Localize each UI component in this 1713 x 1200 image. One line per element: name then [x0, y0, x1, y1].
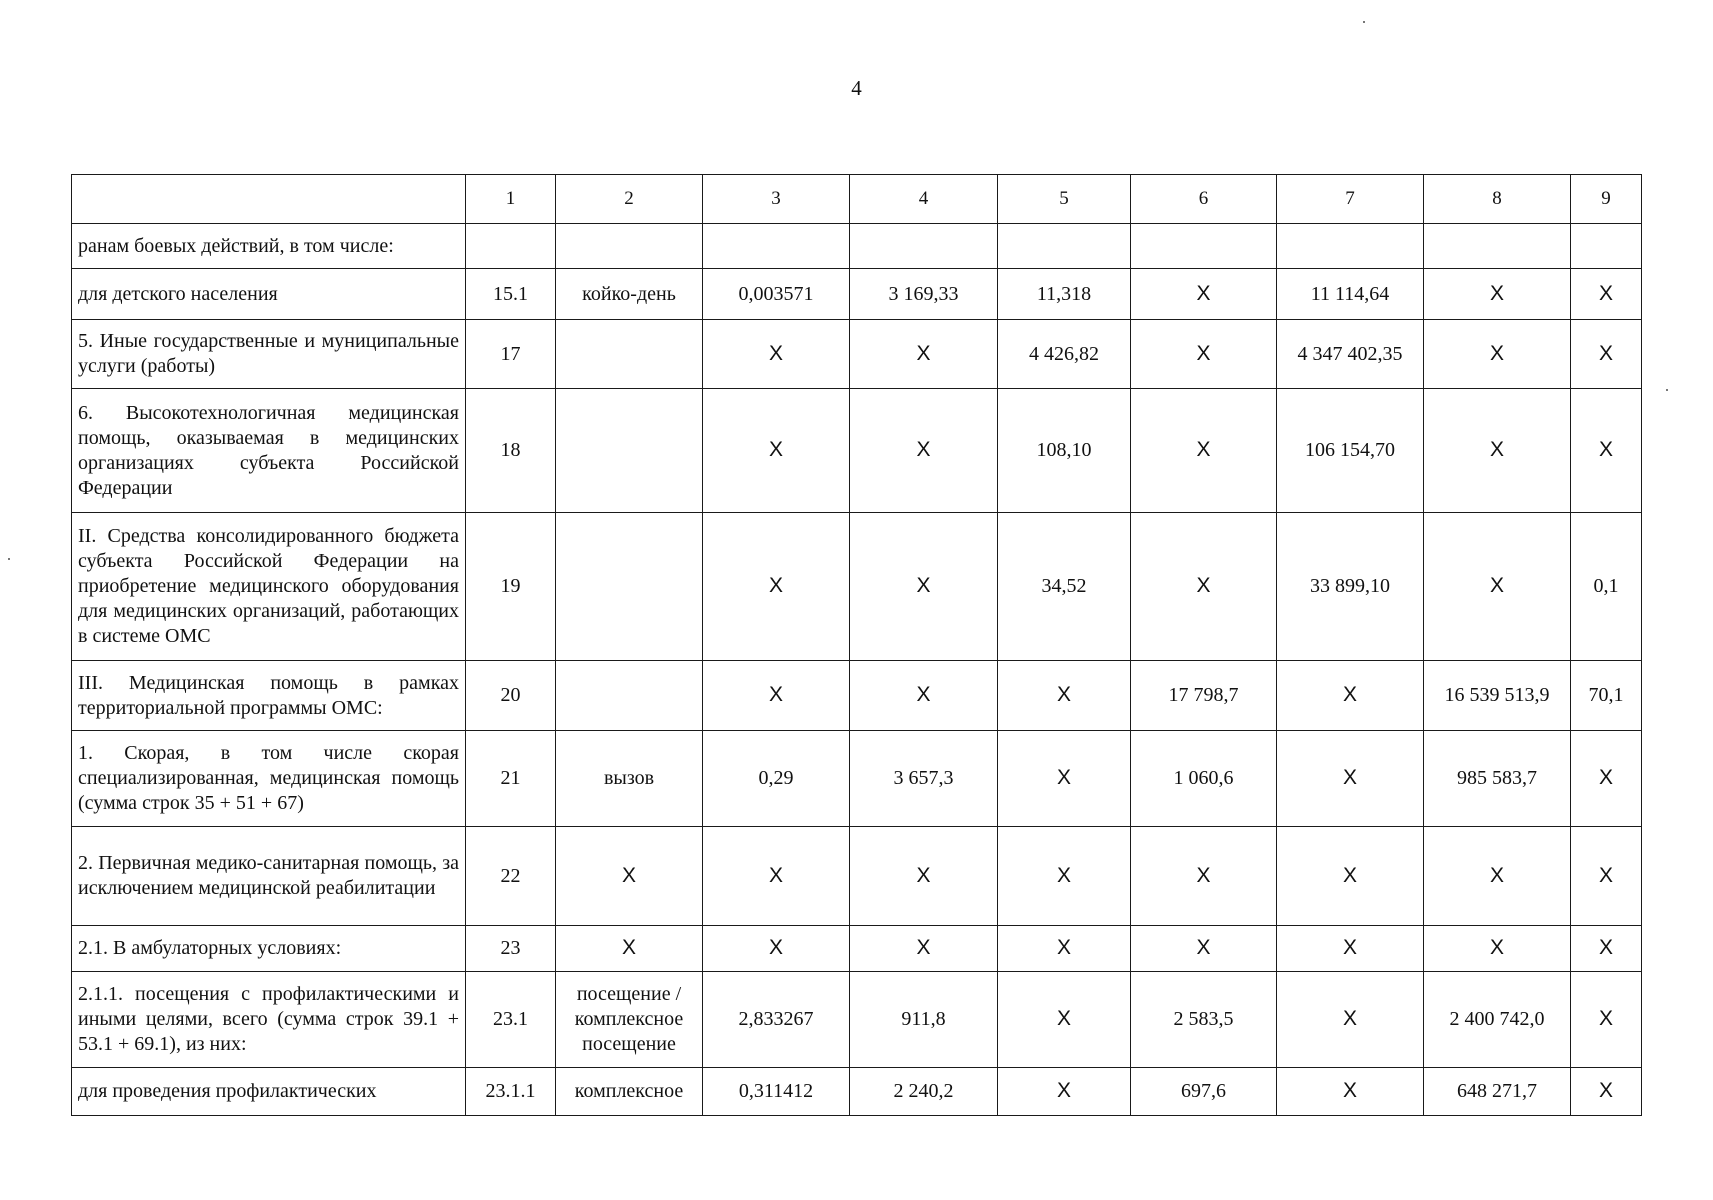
table-cell: 108,10: [998, 389, 1131, 513]
table-cell: 33 899,10: [1277, 513, 1424, 661]
table-cell: X: [998, 827, 1131, 926]
header-cell: 1: [466, 175, 556, 224]
table-cell: X: [1571, 972, 1642, 1068]
table-row: [72, 972, 1642, 1068]
table-cell: 11 114,64: [1277, 269, 1424, 320]
table-row: [72, 513, 1642, 661]
table-cell: посещение / комплексное посещение: [556, 972, 703, 1068]
table-cell: X: [1424, 269, 1571, 320]
table-cell: [556, 389, 703, 513]
table-cell: X: [1277, 731, 1424, 827]
table-cell: X: [1571, 1068, 1642, 1116]
table-cell: 11,318: [998, 269, 1131, 320]
table-cell: X: [1131, 827, 1277, 926]
table-cell: 985 583,7: [1424, 731, 1571, 827]
table-cell: 22: [466, 827, 556, 926]
scan-speck: [1666, 389, 1668, 391]
table-cell: X: [556, 926, 703, 972]
header-cell: 7: [1277, 175, 1424, 224]
table-cell: X: [850, 827, 998, 926]
table-cell: X: [850, 389, 998, 513]
table-cell: X: [998, 731, 1131, 827]
table-cell: X: [1131, 320, 1277, 389]
table-cell: 0,29: [703, 731, 850, 827]
header-cell: 9: [1571, 175, 1642, 224]
table-cell: 648 271,7: [1424, 1068, 1571, 1116]
table-cell: X: [998, 972, 1131, 1068]
table-cell: 23.1: [466, 972, 556, 1068]
table-cell: комплексное: [556, 1068, 703, 1116]
row-label-cell: для детского населения: [72, 269, 466, 320]
table-row: [72, 389, 1642, 513]
table-cell: 1 060,6: [1131, 731, 1277, 827]
table-cell: X: [998, 661, 1131, 731]
table-cell: [466, 224, 556, 269]
table-cell: X: [1571, 389, 1642, 513]
table-cell: 21: [466, 731, 556, 827]
table-cell: X: [1277, 827, 1424, 926]
table-cell: X: [850, 926, 998, 972]
table-cell: X: [850, 320, 998, 389]
row-label-cell: 2. Первичная медико-санитарная помощь, за исключением медицинской реабилитации: [72, 827, 466, 926]
table-cell: X: [1131, 926, 1277, 972]
table-cell: X: [850, 661, 998, 731]
table-cell: X: [1571, 269, 1642, 320]
table-cell: койко-день: [556, 269, 703, 320]
table-cell: 16 539 513,9: [1424, 661, 1571, 731]
table-cell: X: [1424, 926, 1571, 972]
page-number: 4: [851, 76, 862, 100]
table-cell: X: [1571, 320, 1642, 389]
table-cell: [556, 661, 703, 731]
table-cell: 70,1: [1571, 661, 1642, 731]
table-cell: 697,6: [1131, 1068, 1277, 1116]
row-label-cell: для проведения профилактических: [72, 1068, 466, 1116]
table-cell: X: [1571, 827, 1642, 926]
table-row: [72, 731, 1642, 827]
table-cell: 3 169,33: [850, 269, 998, 320]
row-label-cell: 2.1. В амбулаторных условиях:: [72, 926, 466, 972]
table-cell: 17 798,7: [1131, 661, 1277, 731]
table-cell: [1571, 224, 1642, 269]
table-cell: 0,311412: [703, 1068, 850, 1116]
table-cell: 20: [466, 661, 556, 731]
table-row: [72, 1068, 1642, 1116]
table-cell: X: [1424, 320, 1571, 389]
table-cell: X: [703, 320, 850, 389]
table-cell: вызов: [556, 731, 703, 827]
row-label-cell: II. Средства консолидированного бюджета субъекта Российской Федерации на приобретение медицинского оборудования для медицинских организаций, работающих в системе ОМС: [72, 513, 466, 661]
table-cell: 2 240,2: [850, 1068, 998, 1116]
table-cell: 0,003571: [703, 269, 850, 320]
table-cell: [556, 513, 703, 661]
table-cell: X: [703, 513, 850, 661]
header-cell: 4: [850, 175, 998, 224]
row-label-cell: 6. Высокотехнологичная медицинская помощь, оказываемая в медицинских организациях субъекта Российской Федерации: [72, 389, 466, 513]
table-cell: 911,8: [850, 972, 998, 1068]
table-cell: 2 583,5: [1131, 972, 1277, 1068]
table-cell: X: [850, 513, 998, 661]
table-cell: [556, 320, 703, 389]
table-cell: X: [1424, 513, 1571, 661]
table-cell: [998, 224, 1131, 269]
table-cell: 34,52: [998, 513, 1131, 661]
table-cell: [1424, 224, 1571, 269]
table-cell: [703, 224, 850, 269]
table-cell: X: [1277, 661, 1424, 731]
table-cell: X: [703, 827, 850, 926]
budget-table: [71, 174, 1642, 1116]
table-row: [72, 269, 1642, 320]
table-row: [72, 926, 1642, 972]
header-cell: 5: [998, 175, 1131, 224]
header-cell: 6: [1131, 175, 1277, 224]
table-cell: X: [1131, 513, 1277, 661]
table-cell: X: [1131, 269, 1277, 320]
table-cell: 23: [466, 926, 556, 972]
table-cell: 17: [466, 320, 556, 389]
table-cell: 18: [466, 389, 556, 513]
table-cell: 15.1: [466, 269, 556, 320]
table-cell: X: [1277, 972, 1424, 1068]
scan-speck: [8, 558, 10, 560]
header-cell: [72, 175, 466, 224]
row-label-cell: 1. Скорая, в том числе скорая специализированная, медицинская помощь (сумма строк 35 + 51 + 67): [72, 731, 466, 827]
table-row: [72, 661, 1642, 731]
table-cell: X: [1571, 731, 1642, 827]
table-row: [72, 320, 1642, 389]
table-cell: X: [1277, 1068, 1424, 1116]
row-label-cell: 5. Иные государственные и муниципальные услуги (работы): [72, 320, 466, 389]
table-cell: X: [998, 926, 1131, 972]
table-cell: 2,833267: [703, 972, 850, 1068]
table-cell: X: [1424, 827, 1571, 926]
table-cell: 19: [466, 513, 556, 661]
table-cell: X: [998, 1068, 1131, 1116]
table-cell: X: [1131, 389, 1277, 513]
table-cell: X: [556, 827, 703, 926]
table-cell: X: [1424, 389, 1571, 513]
table-cell: 4 426,82: [998, 320, 1131, 389]
table-cell: [850, 224, 998, 269]
table-cell: 106 154,70: [1277, 389, 1424, 513]
row-label-cell: ранам боевых действий, в том числе:: [72, 224, 466, 269]
header-cell: 2: [556, 175, 703, 224]
table-header-row: [72, 175, 1642, 224]
header-cell: 3: [703, 175, 850, 224]
table-cell: X: [703, 661, 850, 731]
table-cell: [1277, 224, 1424, 269]
table-cell: 0,1: [1571, 513, 1642, 661]
table-cell: 23.1.1: [466, 1068, 556, 1116]
table-cell: 4 347 402,35: [1277, 320, 1424, 389]
row-label-cell: 2.1.1. посещения с профилактическими и иными целями, всего (сумма строк 39.1 + 53.1 + 69.1), из них:: [72, 972, 466, 1068]
table-cell: X: [703, 389, 850, 513]
table-cell: [556, 224, 703, 269]
table-cell: X: [1277, 926, 1424, 972]
table-cell: X: [703, 926, 850, 972]
header-cell: 8: [1424, 175, 1571, 224]
table-cell: 2 400 742,0: [1424, 972, 1571, 1068]
row-label-cell: III. Медицинская помощь в рамках территориальной программы ОМС:: [72, 661, 466, 731]
table-row: [72, 224, 1642, 269]
table-row: [72, 827, 1642, 926]
table-cell: X: [1571, 926, 1642, 972]
table-cell: 3 657,3: [850, 731, 998, 827]
table-cell: [1131, 224, 1277, 269]
scan-speck: [1363, 21, 1365, 23]
